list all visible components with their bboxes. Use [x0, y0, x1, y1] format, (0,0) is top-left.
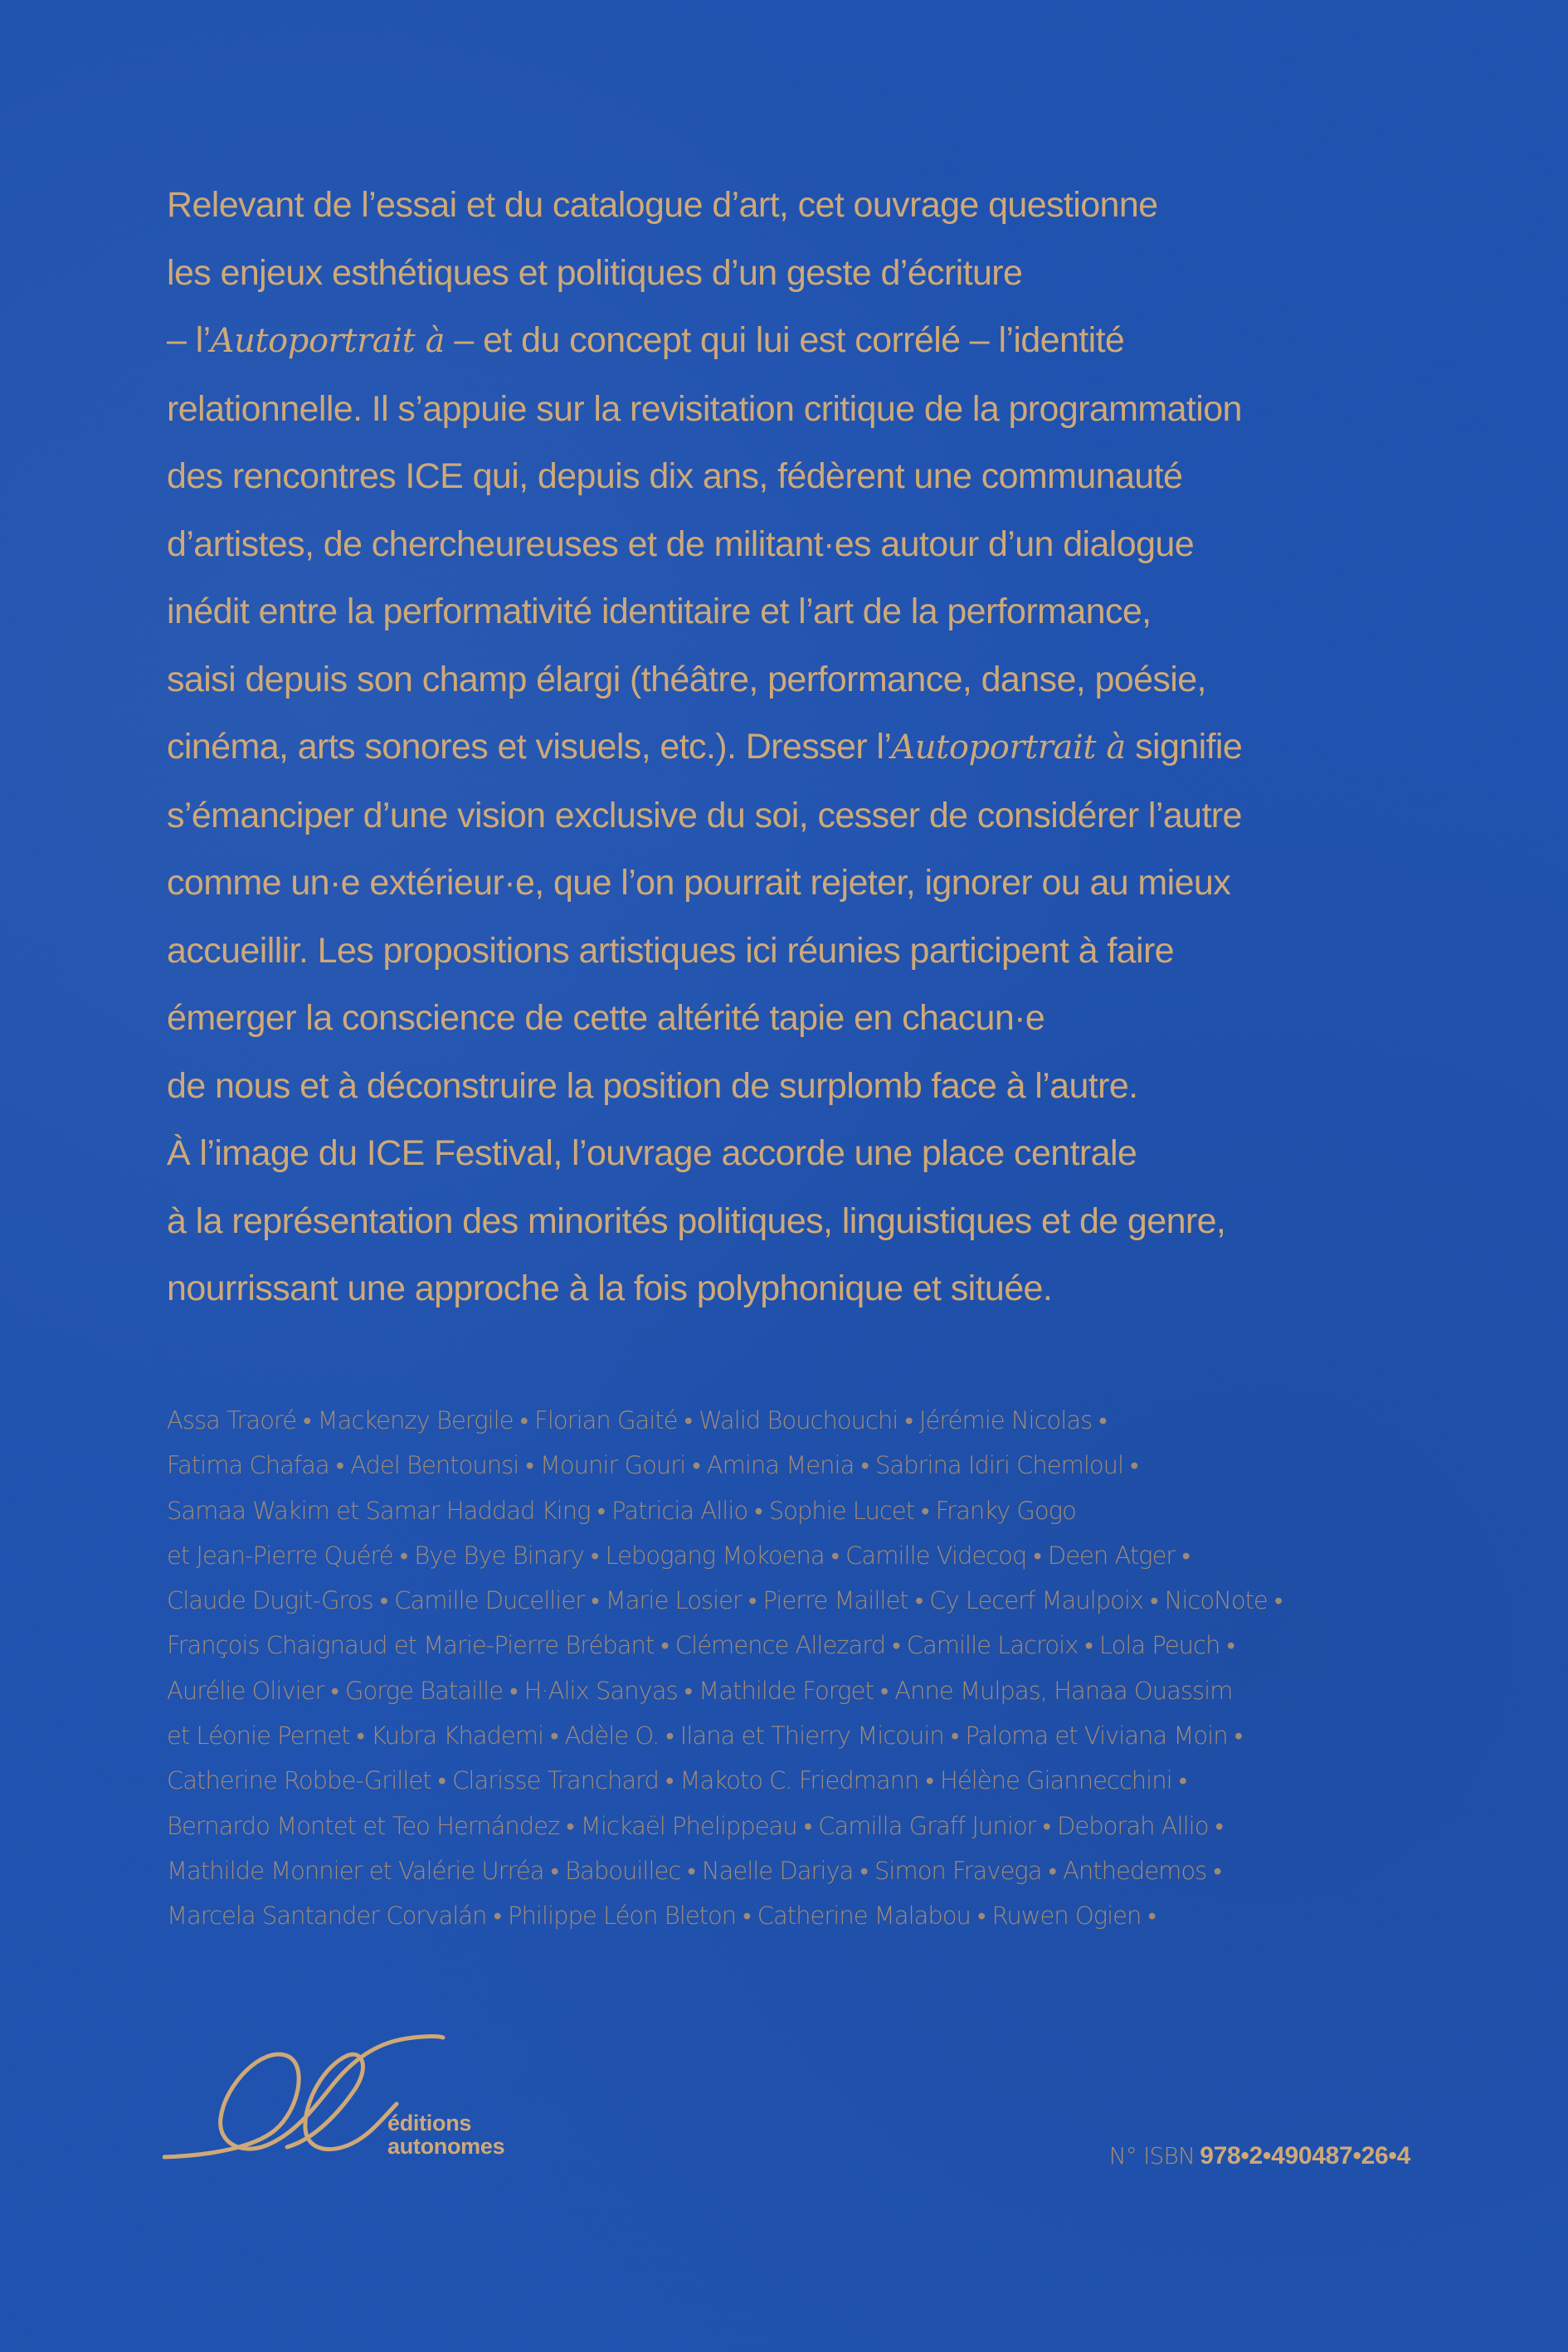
isbn-label: N° ISBN [1108, 2142, 1195, 2169]
blurb-line: accueillir. Les propositions artistiques ici réunies participent à faire [167, 930, 1174, 971]
blurb-line: nourrissant une approche à la fois polyphonique et située. [167, 1269, 1053, 1308]
publisher-name-line2: autonomes [387, 2134, 505, 2159]
contributors-line: Bernardo Montet et Teo Hernández • Mickaël Phelippeau • Camilla Graff Junior • Deborah Allio • [167, 1811, 1223, 1840]
publisher-name [387, 2111, 504, 2158]
blurb-line: À l’image du ICE Festival, l’ouvrage accorde une place centrale [167, 1133, 1137, 1173]
blurb-line-text: signifie [1125, 727, 1243, 767]
blurb-line: les enjeux esthétiques et politiques d’un geste d’écriture [167, 252, 1023, 293]
blurb-line: émerger la conscience de cette altérité tapie en chacun·e [167, 998, 1045, 1038]
isbn-number: 978•2•490487•26•4 [1200, 2142, 1410, 2169]
blurb-line: relationnelle. Il s’appuie sur la revisitation critique de la programmation [167, 388, 1242, 429]
contributors-line: Assa Traoré • Mackenzy Bergile • Florian Gaité • Walid Bouchouchi • Jérémie Nicolas • [167, 1406, 1107, 1434]
blurb-line: à la représentation des minorités politiques, linguistiques et de genre, [167, 1200, 1226, 1241]
contributors-line: Samaa Wakim et Samar Haddad King • Patricia Allio • Sophie Lucet • Franky Gogo [167, 1496, 1076, 1525]
contributors-line: Aurélie Olivier • Gorge Bataille • H·Alix Sanyas • Mathilde Forget • Anne Mulpas, Hanaa Ouassim [167, 1676, 1233, 1705]
contributors-line: Fatima Chafaa • Adel Bentounsi • Mounir Gouri • Amina Menia • Sabrina Idiri Chemloul • [167, 1451, 1138, 1480]
blurb-line: saisi depuis son champ élargi (théâtre, performance, danse, poésie, [167, 659, 1206, 699]
blurb-line: comme un·e extérieur·e, que l’on pourrait rejeter, ignorer ou au mieux [167, 863, 1231, 903]
contributors-line: Claude Dugit-Gros • Camille Ducellier • Marie Losier • Pierre Maillet • Cy Lecerf Maulpoix • NicoNote • [167, 1586, 1283, 1615]
blurb-line: s’émanciper d’une vision exclusive du soi, cesser de considérer l’autre [167, 795, 1242, 835]
isbn [1109, 2142, 1410, 2170]
contributors-line: François Chaignaud et Marie-Pierre Brébant • Clémence Allezard • Camille Lacroix • Lola Peuch • [167, 1631, 1234, 1660]
blurb-title-italic: Autoportrait à [210, 322, 446, 360]
blurb-text [167, 172, 1461, 1323]
blurb-line-text: – et du concept qui lui est corrélé – l’identité [445, 320, 1125, 360]
contributors-line: Marcela Santander Corvalán • Philippe Léon Bleton • Catherine Malabou • Ruwen Ogien • [167, 1902, 1156, 1931]
contributors-line: et Jean-Pierre Quéré • Bye Bye Binary • Lebogang Mokoena • Camille Videcoq • Deen Atger • [167, 1541, 1190, 1570]
contributors-line: Mathilde Monnier et Valérie Urréa • Babouillec • Naelle Dariya • Simon Fravega • Anthedemos • [167, 1856, 1221, 1885]
contributors-line: Catherine Robbe-Grillet • Clarisse Tranchard • Makoto C. Friedmann • Hélène Giannecchini • [167, 1766, 1187, 1795]
blurb-line-text: – l’ [167, 320, 211, 360]
blurb-line: Relevant de l’essai et du catalogue d’art, cet ouvrage questionne [167, 185, 1158, 225]
blurb-line: de nous et à déconstruire la position de surplomb face à l’autre. [167, 1065, 1138, 1106]
blurb-line: des rencontres ICE qui, depuis dix ans, fédèrent une communauté [167, 456, 1183, 496]
contributors-line: et Léonie Pernet • Kubra Khademi • Adèle O. • Ilana et Thierry Micouin • Paloma et Viviana Moin • [167, 1721, 1242, 1751]
blurb-title-italic: Autoportrait à [891, 728, 1126, 767]
contributors-list [167, 1398, 1461, 1939]
blurb-line [167, 713, 1461, 782]
blurb-line-text: cinéma, arts sonores et visuels, etc.). Dresser l’ [167, 727, 892, 767]
publisher-name-line1: éditions [387, 2111, 472, 2135]
blurb-line: inédit entre la performativité identitaire et l’art de la performance, [167, 592, 1152, 631]
blurb-line [167, 307, 1461, 376]
blurb-line: d’artistes, de chercheureuses et de militant·es autour d’un dialogue [167, 523, 1195, 564]
